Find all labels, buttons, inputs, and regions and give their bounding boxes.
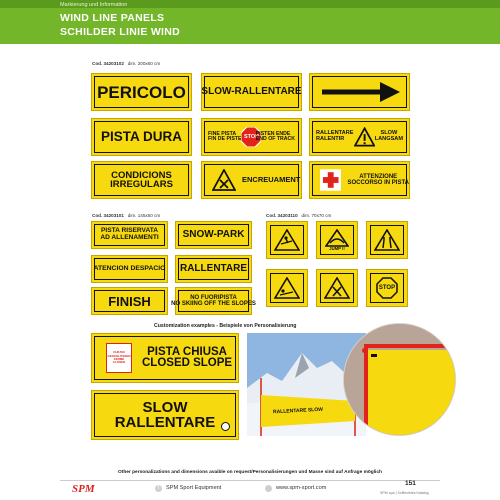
catalog-label: SPM spa | Sciflexibles Katalog [380, 491, 429, 495]
warning-triangle-icon [354, 127, 375, 147]
sign-pericolo: PERICOLO [91, 73, 192, 111]
sign-encreuament: ENCREUAMENT [201, 161, 302, 199]
banner-text: RALLENTARE SLOW [272, 406, 324, 416]
sign-square-crossing [316, 269, 358, 307]
product-code-large: Cod. 34203102 dim. 200x60 cm [92, 61, 161, 66]
globe-icon [265, 485, 272, 492]
crossing-icon [324, 277, 350, 299]
sign-attenzione-soccorso: ATTENZIONE SOCCORSO IN PISTA [309, 161, 410, 199]
website-link[interactable]: www.spm-sport.com [276, 485, 327, 491]
footer-divider [60, 480, 440, 481]
page-number: 151 [405, 480, 416, 487]
logo-badge-icon [221, 422, 230, 431]
sign-finish: FINISH [91, 287, 168, 315]
stop-octagon-icon: STOP [241, 127, 255, 147]
sign-square-stop [366, 269, 408, 307]
closed-badge-icon: CHIUSO GESCHLOSSEN FERMÉ CLOSED [106, 343, 132, 373]
header-kicker: Markierung und Information [60, 2, 128, 8]
red-cross-icon [320, 169, 341, 191]
jump-warning-icon [325, 229, 349, 247]
sign-square-narrowing [366, 221, 408, 259]
footnote: Other personalizations and dimensions avaible on request/Personalisierungen und Masse sind auf Anfrage möglich [118, 470, 382, 475]
zoom-pointer-dot [362, 348, 367, 353]
sign-pista-chiusa: CHIUSO GESCHLOSSEN FERMÉ CLOSED PISTA CHIUSA CLOSED SLOPE [91, 333, 239, 383]
product-code-square: Cod. 34203110 dim. 70x70 cm [266, 213, 332, 218]
sign-no-fuoripista: NO FUORIPISTA NO SKIING OFF THE SLOPES [175, 287, 252, 315]
sign-rallentare-warning: RALLENTARE RALENTIR SLOW LANGSAM [309, 118, 410, 156]
product-code-medium: Cod. 34203101 dim. 145x50 cm [92, 213, 161, 218]
sign-rallentare: RALLENTARE [175, 255, 252, 283]
sign-pista-riservata: PISTA RISERVATA AD ALLENAMENTI [91, 221, 168, 249]
spm-logo: SPM [72, 483, 95, 495]
stop-icon: STOP [376, 277, 398, 299]
title-german: SCHILDER LINIE WIND [60, 26, 181, 38]
right-arrow-icon [320, 82, 400, 102]
sign-snow-park: SNOW-PARK [175, 221, 252, 249]
sign-slow-rallentare: SLOW-RALLENTARE [201, 73, 302, 111]
title-english: WIND LINE PANELS [60, 12, 165, 24]
sign-atencion-despacio: ATENCION DESPACIO [91, 255, 168, 283]
sign-pista-dura: PISTA DURA [91, 118, 192, 156]
sign-square-skier-fall [266, 269, 308, 307]
sign-fine-pista: FINE PISTA FIN DE PISTE STOP PISTEN ENDE END OF TRACK [201, 118, 302, 156]
narrowing-warning-icon [374, 229, 400, 251]
banner-detail-zoom [343, 323, 456, 436]
sign-square-skier-slope [266, 221, 308, 259]
sign-slow-rallentare-large: SLOW RALLENTARE [91, 390, 239, 440]
skier-fall-icon [274, 277, 300, 299]
skier-warning-icon [274, 229, 300, 251]
crossing-warning-icon [212, 169, 236, 191]
sign-arrow [309, 73, 410, 111]
facebook-icon: f [155, 485, 162, 492]
page-header [0, 0, 500, 44]
customization-caption: Customization examples - Beispiele von Personalisierung [154, 323, 297, 329]
facebook-link[interactable]: SPM Sport Equipment [166, 485, 222, 491]
sign-condicions-irregulars: CONDICIONS IRREGULARS [91, 161, 192, 199]
sign-square-jump: JUMP !! [316, 221, 358, 259]
